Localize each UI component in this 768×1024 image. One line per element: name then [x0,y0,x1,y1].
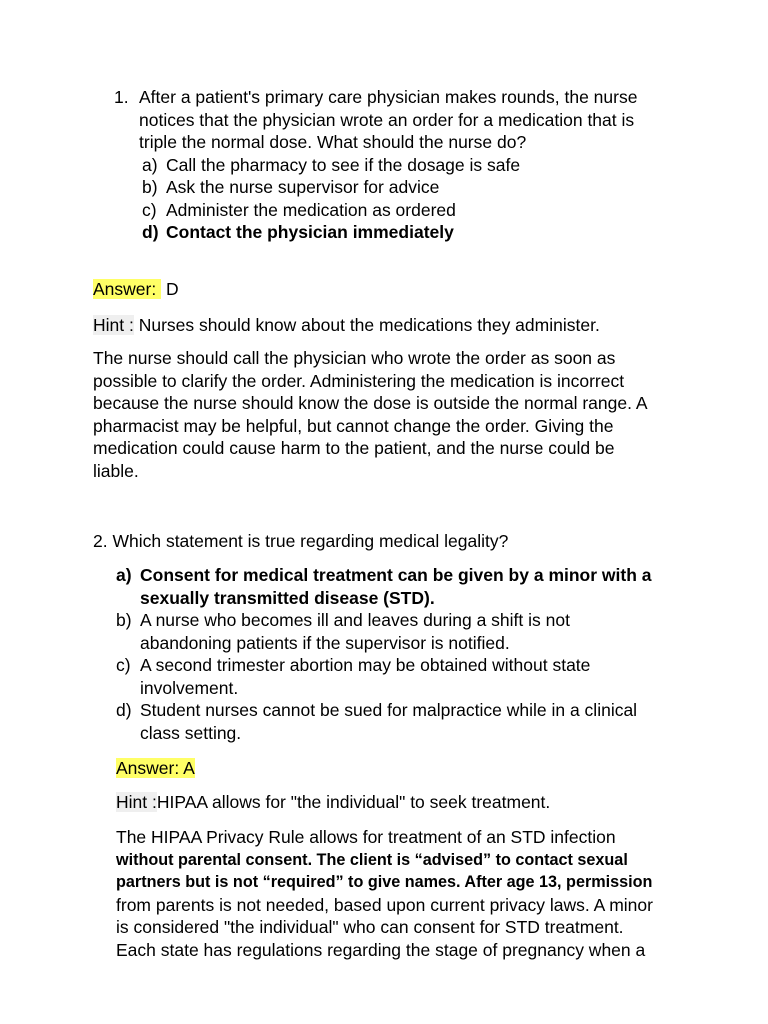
option-label: a) [116,565,132,585]
question-line: triple the normal dose. What should the nurse do? [139,132,527,152]
explanation-line: possible to clarify the order. Administering the medication is incorrect [93,370,625,391]
question-text [139,86,674,154]
option-label: b) [116,610,132,630]
option-b [142,176,674,199]
explanation-line: because the nurse should know the dose is outside the normal range. A [93,393,648,413]
hint-2 [116,791,686,814]
option-c [116,654,686,699]
option-text: A nurse who becomes ill and leaves during a shift is not abandoning patients if the supervisor is notified. [140,610,570,653]
question-line: After a patient's primary care physician makes rounds, the nurse [139,87,638,107]
hint-1 [93,314,673,337]
explanation-line: The nurse should call the physician who wrote the order as soon as [93,348,616,368]
option-text: Administer the medication as ordered [166,199,456,220]
question-1 [114,86,674,244]
hint-label: Hint : [93,315,134,335]
answer-label: Answer: [93,279,162,299]
explanation-line: is considered "the individual" who can consent for STD treatment. [116,917,624,937]
explanation-2 [116,826,686,961]
explanation-line: partners but is not “required” to give names. After age 13, permission [116,873,653,891]
options-list [142,154,674,244]
option-text: Consent for medical treatment can be given by a minor with a sexually transmitted disease (STD). [140,565,652,608]
option-label: b) [142,177,158,197]
option-text: Contact the physician immediately [166,222,454,242]
answer-2 [116,757,686,780]
explanation-line: without parental consent. The client is “advised” to contact sexual [116,850,628,869]
option-label: c) [142,199,157,220]
option-text: A second trimester abortion may be obtained without state involvement. [140,655,591,698]
option-c [142,199,674,222]
option-label: d) [116,700,132,720]
option-a [142,154,674,177]
explanation-line: liable. [93,460,139,481]
question-number: 1. [114,87,129,107]
option-d-correct [142,221,674,244]
option-b [116,609,686,654]
explanation-line: pharmacist may be helpful, but cannot change the order. Giving the [93,415,614,436]
hint-text: HIPAA allows for "the individual" to seek treatment. [156,792,551,812]
option-text: Ask the nurse supervisor for advice [166,177,440,197]
answer-value: D [165,279,179,299]
explanation-line: Each state has regulations regarding the stage of pregnancy when a [116,939,646,960]
option-label: d) [142,222,159,242]
option-label: a) [142,154,158,175]
option-label: c) [116,655,131,675]
explanation-line: medication could cause harm to the patient, and the nurse could be [93,438,615,458]
hint-text: Nurses should know about the medications they administer. [133,315,600,335]
hint-label: Hint : [116,792,157,812]
answer-1 [93,278,673,301]
option-text: Call the pharmacy to see if the dosage is safe [166,154,521,175]
explanation-1 [93,347,673,482]
question-2: 2. Which statement is true regarding medical legality? [93,531,509,551]
option-text: Student nurses cannot be sued for malpractice while in a clinical class setting. [140,700,638,743]
option-a-correct [116,564,686,609]
explanation-line: The HIPAA Privacy Rule allows for treatment of an STD infection [116,827,616,847]
answer-label: Answer: A [116,758,195,778]
explanation-line: from parents is not needed, based upon current privacy laws. A minor [116,894,653,915]
option-d [116,699,686,744]
options-list-2 [116,564,686,744]
question-line: notices that the physician wrote an order for a medication that is [139,109,635,130]
